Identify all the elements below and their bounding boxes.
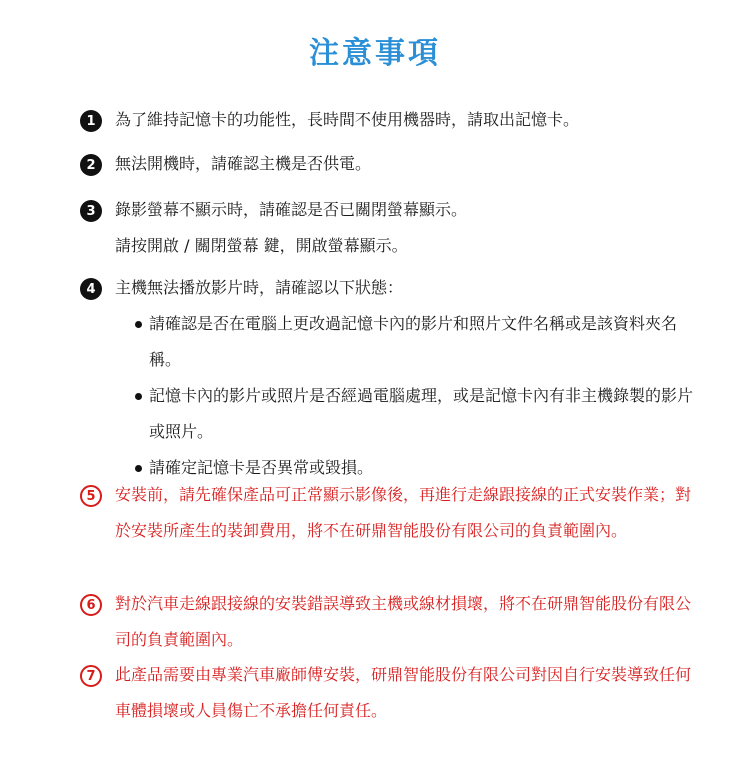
- number-badge: 4: [80, 278, 102, 300]
- bullet-item: 記憶卡內的影片或照片是否經過電腦處理，或是記憶卡內有非主機錄製的影片或照片。: [115, 378, 700, 450]
- notice-text: 對於汽車走線跟接線的安裝錯誤導致主機或線材損壞，將不在研鼎智能股份有限公司的負責範圍內。: [115, 594, 692, 649]
- bullet-item: 請確認是否在電腦上更改過記憶卡內的影片和照片文件名稱或是該資料夾名稱。: [115, 306, 700, 378]
- notice-text: 此產品需要由專業汽車廠師傅安裝，研鼎智能股份有限公司對因自行安裝導致任何車體損壞或人員傷亡不承擔任何責任。: [115, 665, 692, 720]
- notice-item-4: [80, 276, 700, 486]
- notice-item-7: [80, 663, 700, 729]
- notice-item-5: [80, 483, 700, 549]
- notice-text: [115, 146, 700, 182]
- notice-line: 為了維持記憶卡的功能性，長時間不使用機器時，請取出記憶卡。: [115, 110, 580, 129]
- page-title: 注意事項: [309, 36, 441, 71]
- bullet-item: 請確定記憶卡是否異常或毀損。: [115, 450, 700, 486]
- number-badge: 1: [80, 110, 102, 132]
- notice-line: 錄影螢幕不顯示時，請確認是否已關閉螢幕顯示。: [115, 200, 468, 219]
- notice-text: [115, 192, 700, 264]
- number-badge: 6: [80, 594, 102, 616]
- notice-item-3: [80, 198, 700, 264]
- notice-line: 無法開機時，請確認主機是否供電。: [115, 154, 372, 173]
- notice-line: 請按開啟 / 關閉螢幕 鍵，開啟螢幕顯示。: [115, 236, 408, 255]
- number-badge: 2: [80, 154, 102, 176]
- notice-item-2: [80, 152, 700, 182]
- notice-item-6: [80, 592, 700, 658]
- bullet-list: [115, 306, 700, 486]
- notice-item-1: [80, 108, 700, 138]
- notice-text: 安裝前，請先確保產品可正常顯示影像後，再進行走線跟接線的正式安裝作業；對於安裝所產生的裝卸費用，將不在研鼎智能股份有限公司的負責範圍內。: [115, 485, 692, 540]
- notice-text: [115, 270, 700, 486]
- number-badge: 3: [80, 200, 102, 222]
- notice-text: [115, 102, 700, 138]
- number-badge: 7: [80, 665, 102, 687]
- notice-line: 主機無法播放影片時，請確認以下狀態：: [115, 278, 404, 297]
- number-badge: 5: [80, 485, 102, 507]
